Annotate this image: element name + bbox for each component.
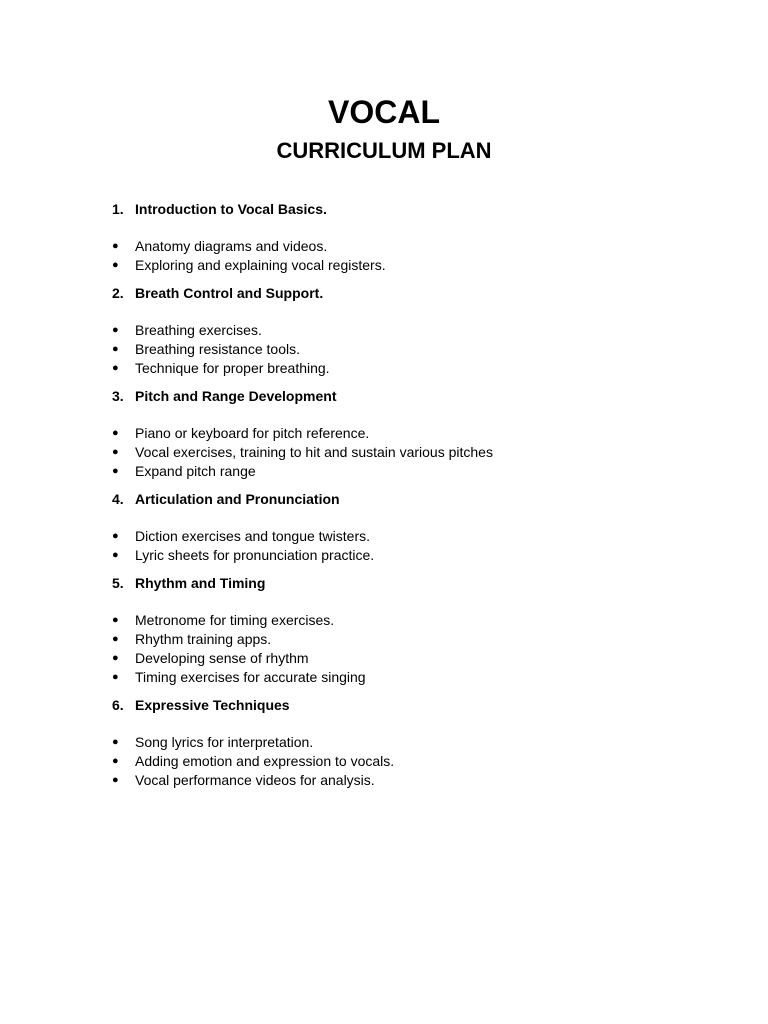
section-title: Expressive Techniques (135, 697, 290, 713)
list-item (112, 424, 712, 443)
list-item-text: Timing exercises for accurate singing (135, 669, 366, 685)
bullet-icon: ● (112, 259, 119, 271)
curriculum-section (112, 284, 712, 378)
bullet-icon: ● (112, 343, 119, 355)
list-item-text: Rhythm training apps. (135, 631, 272, 647)
list-item-text: Adding emotion and expression to vocals. (135, 753, 395, 769)
section-title: Introduction to Vocal Basics. (135, 201, 327, 217)
list-item (112, 546, 712, 565)
bullet-list (112, 733, 712, 790)
list-item (112, 752, 712, 771)
section-title: Articulation and Pronunciation (135, 491, 340, 507)
list-item (112, 649, 712, 668)
bullet-icon: ● (112, 530, 119, 542)
list-item-text: Lyric sheets for pronunciation practice. (135, 547, 375, 563)
page-title: VOCAL (328, 94, 440, 130)
bullet-icon: ● (112, 633, 119, 645)
bullet-icon: ● (112, 755, 119, 767)
list-item (112, 237, 712, 256)
section-title: Rhythm and Timing (135, 575, 266, 591)
bullet-icon: ● (112, 614, 119, 626)
list-item (112, 443, 712, 462)
section-number: 6. (112, 697, 124, 713)
list-item-text: Breathing resistance tools. (135, 341, 300, 357)
bullet-icon: ● (112, 427, 119, 439)
list-item-text: Diction exercises and tongue twisters. (135, 528, 370, 544)
list-item (112, 340, 712, 359)
bullet-icon: ● (112, 446, 119, 458)
curriculum-section (112, 490, 712, 565)
list-item (112, 630, 712, 649)
bullet-list (112, 321, 712, 378)
bullet-icon: ● (112, 774, 119, 786)
bullet-list (112, 611, 712, 687)
bullet-icon: ● (112, 240, 119, 252)
section-title: Breath Control and Support. (135, 285, 324, 301)
bullet-list (112, 424, 712, 481)
list-item-text: Piano or keyboard for pitch reference. (135, 425, 370, 441)
list-item-text: Metronome for timing exercises. (135, 612, 335, 628)
page-subtitle: CURRICULUM PLAN (276, 138, 492, 163)
section-number: 4. (112, 491, 124, 507)
section-heading (112, 574, 712, 593)
curriculum-section (112, 696, 712, 790)
bullet-list (112, 527, 712, 565)
bullet-icon: ● (112, 671, 119, 683)
list-item-text: Technique for proper breathing. (135, 360, 330, 376)
section-heading (112, 387, 712, 406)
list-item-text: Vocal exercises, training to hit and sustain various pitches (135, 444, 493, 460)
list-item (112, 668, 712, 687)
section-number: 5. (112, 575, 124, 591)
section-heading (112, 200, 712, 219)
section-heading (112, 696, 712, 715)
list-item-text: Expand pitch range (135, 463, 256, 479)
section-title: Pitch and Range Development (135, 388, 337, 404)
list-item (112, 359, 712, 378)
list-item (112, 256, 712, 275)
curriculum-section (112, 200, 712, 275)
section-heading (112, 284, 712, 303)
list-item-text: Exploring and explaining vocal registers. (135, 257, 386, 273)
list-item (112, 462, 712, 481)
list-item-text: Anatomy diagrams and videos. (135, 238, 328, 254)
curriculum-section (112, 387, 712, 481)
list-item-text: Vocal performance videos for analysis. (135, 772, 375, 788)
bullet-list (112, 237, 712, 275)
list-item-text: Breathing exercises. (135, 322, 262, 338)
section-heading (112, 490, 712, 509)
section-number: 3. (112, 388, 124, 404)
list-item (112, 733, 712, 752)
list-item (112, 611, 712, 630)
list-item-text: Song lyrics for interpretation. (135, 734, 314, 750)
section-number: 1. (112, 201, 124, 217)
list-item (112, 321, 712, 340)
curriculum-section (112, 574, 712, 687)
bullet-icon: ● (112, 652, 119, 664)
bullet-icon: ● (112, 324, 119, 336)
curriculum-sections (112, 200, 712, 799)
bullet-icon: ● (112, 736, 119, 748)
list-item-text: Developing sense of rhythm (135, 650, 309, 666)
bullet-icon: ● (112, 362, 119, 374)
list-item (112, 771, 712, 790)
section-number: 2. (112, 285, 124, 301)
bullet-icon: ● (112, 549, 119, 561)
list-item (112, 527, 712, 546)
bullet-icon: ● (112, 465, 119, 477)
